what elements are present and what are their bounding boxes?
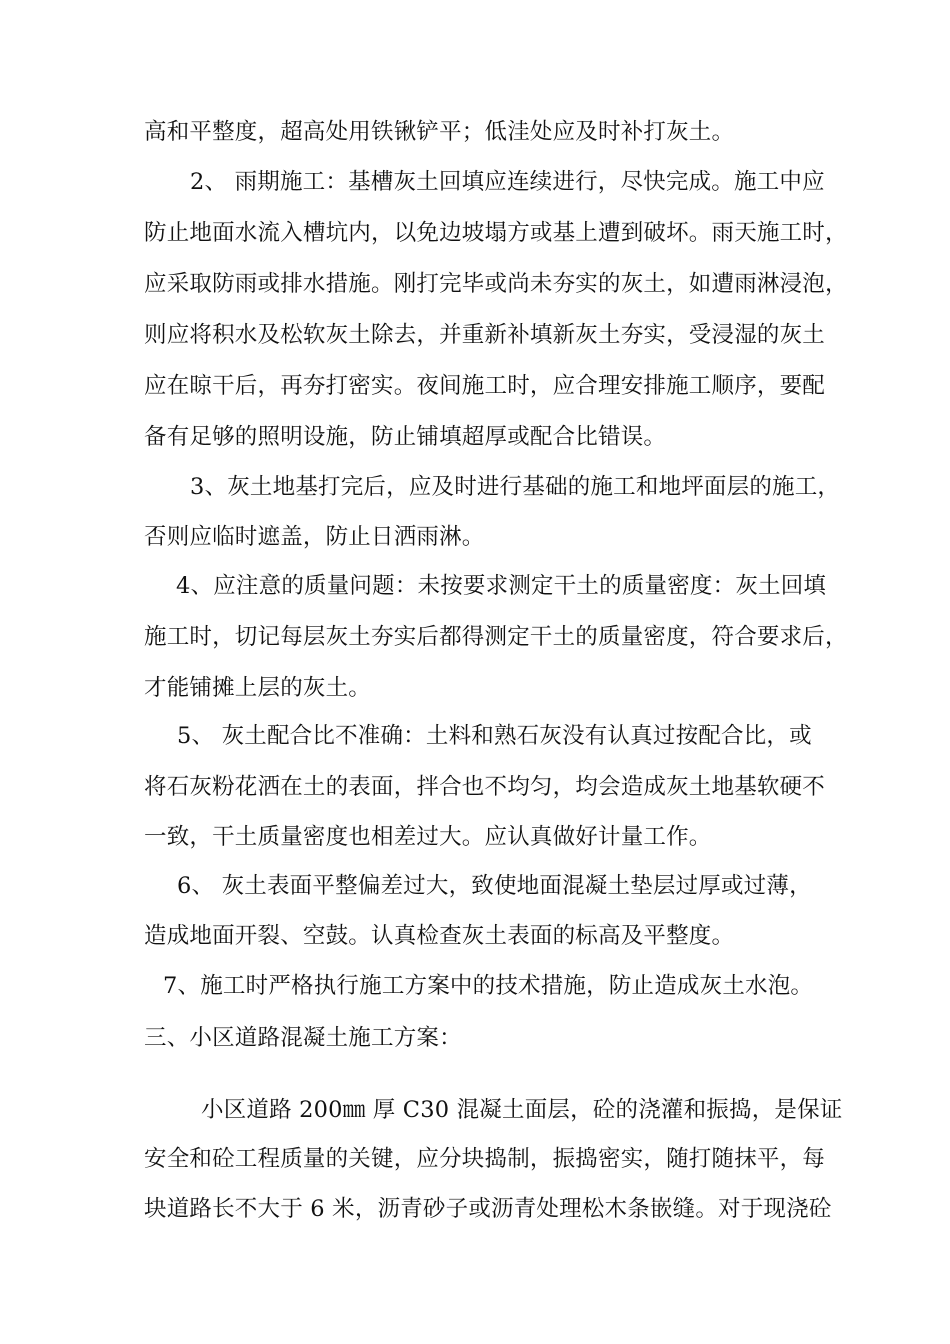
text-line: 3、灰土地基打完后，应及时进行基础的施工和地坪面层的施工， bbox=[190, 474, 841, 500]
text-line: 7、施工时严格执行施工方案中的技术措施，防止造成灰土水泡。 bbox=[163, 973, 814, 999]
text-line: 应采取防雨或排水措施。刚打完毕或尚未夯实的灰土，如遭雨淋浸泡， bbox=[144, 271, 848, 297]
text-line: 4、应注意的质量问题：未按要求测定干土的质量密度：灰土回填 bbox=[176, 573, 827, 599]
text-line: 才能铺摊上层的灰土。 bbox=[144, 675, 372, 701]
text-line: 小区道路 200㎜ 厚 C30 混凝土面层，砼的浇灌和振捣，是保证 bbox=[201, 1097, 843, 1123]
text-line: 2、 雨期施工：基槽灰土回填应连续进行，尽快完成。施工中应 bbox=[190, 169, 825, 195]
text-line: 6、 灰土表面平整偏差过大，致使地面混凝土垫层过厚或过薄， bbox=[177, 873, 812, 899]
text-line: 则应将积水及松软灰土除去，并重新补填新灰土夯实，受浸湿的灰土 bbox=[144, 322, 826, 348]
text-line: 将石灰粉花洒在土的表面，拌合也不均匀，均会造成灰土地基软硬不 bbox=[144, 774, 826, 800]
section-heading: 三、小区道路混凝土施工方案： bbox=[144, 1025, 462, 1051]
text-line: 否则应临时遮盖，防止日洒雨淋。 bbox=[144, 524, 485, 550]
text-line: 安全和砼工程质量的关键，应分块捣制，振捣密实，随打随抹平，每 bbox=[144, 1146, 826, 1172]
text-line: 备有足够的照明设施，防止铺填超厚或配合比错误。 bbox=[144, 424, 667, 450]
text-line: 防止地面水流入槽坑内，以免边坡塌方或基上遭到破坏。雨天施工时， bbox=[144, 220, 848, 246]
text-line: 应在晾干后，再夯打密实。夜间施工时，应合理安排施工顺序，要配 bbox=[144, 373, 826, 399]
text-line: 块道路长不大于 6 米，沥青砂子或沥青处理松木条嵌缝。对于现浇砼 bbox=[144, 1196, 832, 1222]
text-line: 施工时，切记每层灰土夯实后都得测定干土的质量密度，符合要求后， bbox=[144, 624, 848, 650]
text-line: 造成地面开裂、空鼓。认真检查灰土表面的标高及平整度。 bbox=[144, 923, 735, 949]
text-line: 一致，干土质量密度也相差过大。应认真做好计量工作。 bbox=[144, 824, 712, 850]
text-line: 5、 灰土配合比不准确：土料和熟石灰没有认真过按配合比，或 bbox=[177, 723, 812, 749]
text-line: 高和平整度，超高处用铁锹铲平；低洼处应及时补打灰土。 bbox=[144, 119, 735, 145]
